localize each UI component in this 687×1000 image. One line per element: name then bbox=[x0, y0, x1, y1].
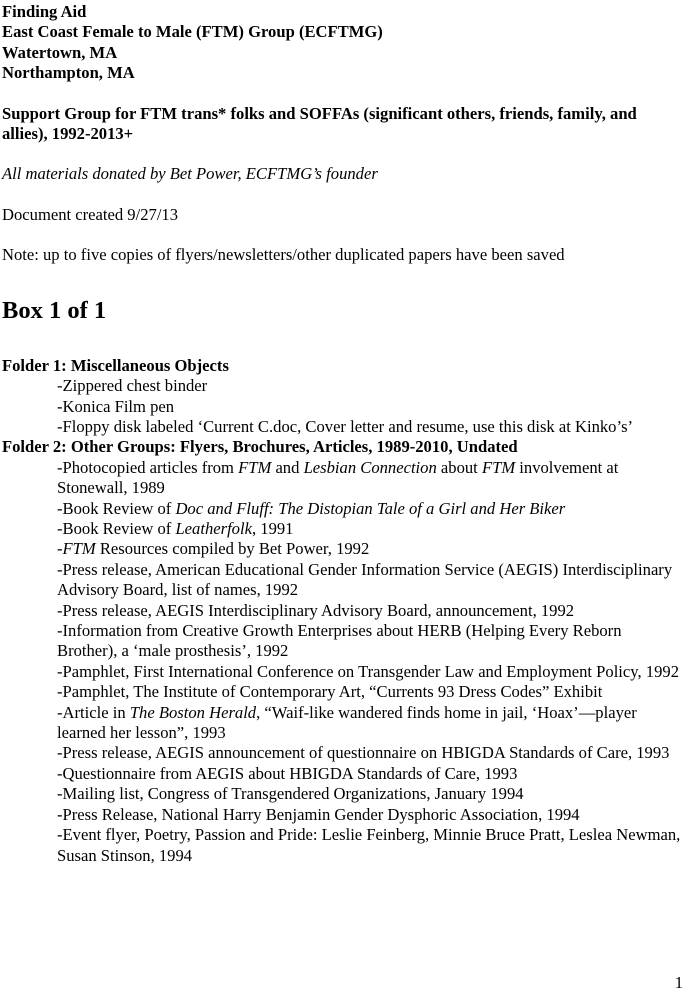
folder-entry: -Information from Creative Growth Enterprises about HERB (Helping Every Reborn Brother), a ‘male prosthesis’, 1992 bbox=[57, 621, 622, 661]
folder-heading: Folder 1: Miscellaneous Objects bbox=[2, 355, 229, 375]
italic-title: FTM bbox=[238, 457, 272, 477]
folder-section bbox=[2, 437, 685, 866]
folder-entry: -Press release, AEGIS announcement of questionnaire on HBIGDA Standards of Care, 1993 bbox=[57, 743, 670, 763]
spacer bbox=[2, 84, 685, 104]
spacer bbox=[2, 185, 685, 205]
folder-entry: -Mailing list, Congress of Transgendered Organizations, January 1994 bbox=[57, 784, 524, 804]
folder-section bbox=[2, 356, 685, 438]
donation-note: All materials donated by Bet Power, ECFTMG’s founder bbox=[2, 164, 378, 184]
folder-entries bbox=[2, 458, 685, 866]
italic-title: The Boston Herald bbox=[129, 702, 257, 722]
document-created-date: Document created 9/27/13 bbox=[2, 204, 179, 224]
folder-entries bbox=[2, 376, 685, 437]
italic-title: FTM bbox=[62, 539, 96, 559]
spacer bbox=[2, 325, 685, 345]
spacer bbox=[2, 265, 685, 285]
folder-entry: -Book Review of Doc and Fluff: The Distopian Tale of a Girl and Her Biker bbox=[57, 498, 566, 518]
folder-entry: -Press Release, National Harry Benjamin Gender Dysphoric Association, 1994 bbox=[57, 804, 580, 824]
folder-entry: -Konica Film pen bbox=[57, 396, 175, 416]
folder-entry: -Press release, American Educational Gender Information Service (AEGIS) Interdisciplinary Advisory Board, list of names, 1992 bbox=[57, 559, 673, 600]
folder-entry: -Photocopied articles from FTM and Lesbian Connection about FTM involvement at Stonewall, 1989 bbox=[57, 457, 619, 498]
spacer bbox=[2, 345, 685, 356]
folder-entry: -Questionnaire from AEGIS about HBIGDA Standards of Care, 1993 bbox=[57, 763, 518, 783]
folder-entry: -FTM Resources compiled by Bet Power, 1992 bbox=[57, 539, 370, 559]
document-subtitle: Support Group for FTM trans* folks and SOFFAs (significant others, friends, family, and allies), 1992-2013+ bbox=[2, 103, 637, 144]
title-line-4: Northampton, MA bbox=[2, 63, 135, 83]
spacer bbox=[2, 144, 685, 164]
italic-title: FTM bbox=[481, 457, 516, 477]
copies-note: Note: up to five copies of flyers/newsletters/other duplicated papers have been saved bbox=[2, 245, 565, 265]
title-line-1: Finding Aid bbox=[2, 2, 87, 21]
folder-entry: -Pamphlet, First International Conference on Transgender Law and Employment Policy, 1992 bbox=[57, 661, 679, 681]
spacer bbox=[2, 225, 685, 245]
folder-entry: -Event flyer, Poetry, Passion and Pride: Leslie Feinberg, Minnie Bruce Pratt, Leslea Newman, Susan Stinson, 1994 bbox=[57, 825, 681, 865]
title-line-2: East Coast Female to Male (FTM) Group (ECFTMG) bbox=[2, 22, 383, 42]
folder-entry: -Article in The Boston Herald, “Waif-like wandered finds home in jail, ‘Hoax’—player learned her lesson”, 1993 bbox=[57, 702, 637, 743]
spacer bbox=[2, 286, 685, 297]
page-number: 1 bbox=[674, 973, 683, 992]
folder-entry: -Press release, AEGIS Interdisciplinary Advisory Board, announcement, 1992 bbox=[57, 600, 575, 620]
box-heading: Box 1 of 1 bbox=[2, 296, 107, 324]
italic-title: Lesbian Connection bbox=[303, 457, 437, 477]
document-header bbox=[2, 2, 685, 84]
italic-title: Leatherfolk bbox=[175, 519, 252, 539]
folder-list bbox=[2, 356, 685, 866]
title-line-3: Watertown, MA bbox=[2, 42, 118, 62]
folder-entry: -Book Review of Leatherfolk, 1991 bbox=[57, 519, 294, 539]
folder-entry: -Zippered chest binder bbox=[57, 376, 208, 396]
folder-entry: -Pamphlet, The Institute of Contemporary Art, “Currents 93 Dress Codes” Exhibit bbox=[57, 682, 603, 702]
folder-heading: Folder 2: Other Groups: Flyers, Brochures, Articles, 1989-2010, Undated bbox=[2, 437, 518, 457]
folder-entry: -Floppy disk labeled ‘Current C.doc, Cover letter and resume, use this disk at Kinko’s’ bbox=[57, 416, 634, 436]
italic-title: Doc and Fluff: The Distopian Tale of a Girl and Her Biker bbox=[175, 498, 566, 518]
